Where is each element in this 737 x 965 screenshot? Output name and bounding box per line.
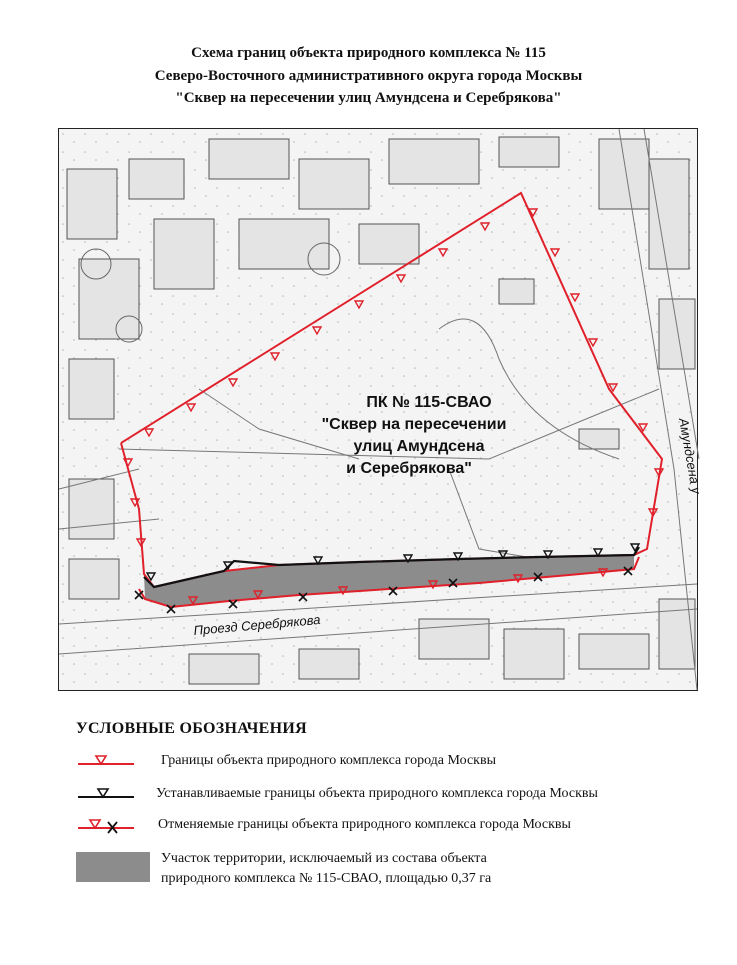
building [69,559,119,599]
building [189,654,259,684]
red-cross-line-icon [76,816,136,838]
building [419,619,489,659]
building [499,137,559,167]
building [389,139,479,184]
cadastral-map[interactable] [58,128,705,691]
street-label-amundsena: Амундсена у [676,416,705,495]
red-triangle-line-icon [76,752,136,774]
building [69,479,114,539]
building [129,159,184,199]
building [649,159,689,269]
building [599,139,649,209]
legend-text-line-2: природного комплекса № 115-СВАО, площадью 0,37 га [161,871,492,886]
building [299,649,359,679]
map-title-line-2: Северо-Восточного административного округа города Москвы [154,68,583,84]
map-canvas [59,129,705,690]
grey-area-icon [76,852,150,882]
object-label-line-2: "Сквер на пересечении [321,416,507,433]
map-title-line-1: Схема границ объекта природного комплекса № 115 [191,45,546,61]
object-label-line-4: и Серебрякова" [346,460,472,477]
object-label-line-1: ПК № 115-СВАО [366,394,492,411]
legend-text: Отменяемые границы объекта природного комплекса города Москвы [158,817,571,832]
building [239,219,329,269]
legend-text: Устанавливаемые границы объекта природного комплекса города Москвы [156,786,598,801]
building [67,169,117,239]
building [579,634,649,669]
building [209,139,289,179]
street-label-serebryakova: Проезд Серебрякова [192,611,321,638]
building [579,429,619,449]
building [299,159,369,209]
legend-text: Границы объекта природного комплекса города Москвы [161,753,496,768]
object-label-line-3: улиц Амундсена [353,438,485,455]
map-title-line-3: "Сквер на пересечении улиц Амундсена и Серебрякова" [175,90,562,106]
building [499,279,534,304]
building [659,299,695,369]
legend-text-line-1: Участок территории, исключаемый из состава объекта [161,851,487,866]
building [69,359,114,419]
building [154,219,214,289]
building [504,629,564,679]
black-triangle-line-icon [76,785,136,807]
legend-title: УСЛОВНЫЕ ОБОЗНАЧЕНИЯ [76,720,307,737]
building [359,224,419,264]
